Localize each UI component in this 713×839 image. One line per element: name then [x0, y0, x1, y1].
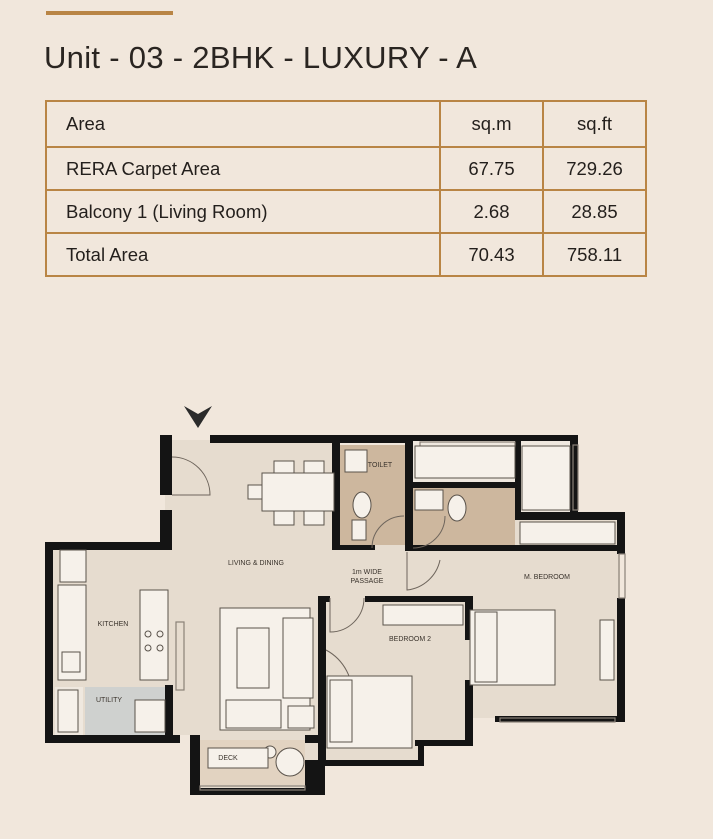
- entry-arrow-icon: [184, 406, 212, 428]
- passage-label-line2: PASSAGE: [350, 578, 384, 585]
- deck-label: DECK: [218, 755, 238, 762]
- passage-label: 1m WIDE: [352, 569, 382, 576]
- column-header-area: Area: [46, 101, 440, 147]
- sqm-cell: 70.43: [440, 233, 543, 276]
- accent-bar: [46, 11, 173, 15]
- area-table: [45, 100, 647, 277]
- master-bedroom-label: M. BEDROOM: [524, 574, 570, 581]
- utility-label: UTILITY: [95, 697, 123, 704]
- floor-plan: [0, 400, 713, 800]
- sqft-cell: 729.26: [543, 147, 646, 190]
- living-dining-label: LIVING & DINING: [227, 560, 285, 567]
- table-header-row: [46, 101, 646, 147]
- area-cell: Total Area: [46, 233, 440, 276]
- table-row: [46, 233, 646, 276]
- area-cell: Balcony 1 (Living Room): [46, 190, 440, 233]
- table-row: [46, 190, 646, 233]
- toilet-label: TOILET: [367, 462, 393, 469]
- sqm-cell: 67.75: [440, 147, 543, 190]
- sqm-cell: 2.68: [440, 190, 543, 233]
- column-header-sqft: sq.ft: [543, 101, 646, 147]
- column-header-sqm: sq.m: [440, 101, 543, 147]
- sqft-cell: 28.85: [543, 190, 646, 233]
- sqft-cell: 758.11: [543, 233, 646, 276]
- bedroom-2-label: BEDROOM 2: [388, 636, 432, 643]
- table-row: [46, 147, 646, 190]
- page-title: Unit - 03 - 2BHK - LUXURY - A: [44, 40, 478, 75]
- area-cell: RERA Carpet Area: [46, 147, 440, 190]
- kitchen-label: KITCHEN: [97, 621, 129, 628]
